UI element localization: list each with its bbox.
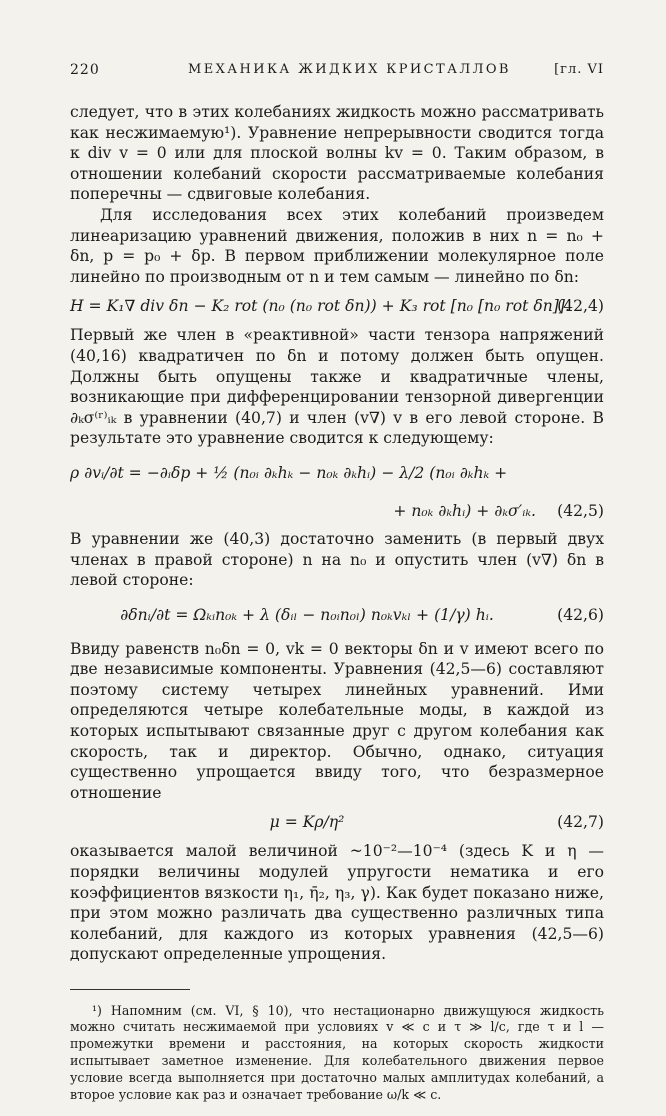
equation-42-7-expr: μ = Kρ/η² bbox=[269, 813, 345, 832]
page-number: 220 bbox=[70, 62, 100, 78]
equation-42-6 bbox=[70, 595, 604, 635]
paragraph-3: Первый же член в «реактивной» части тензора напряжений (40,16) квадратичен по δn и потому должен быть опущен. Должны быть опущены также и квадратичные члены, возникающие при дифференцировании тензорной дивергенции ∂ₖσ⁽ʳ⁾ᵢₖ в уравнении (40,7) и член (v∇) v в его левой стороне. В результате это уравнение сводится к следующему: bbox=[70, 326, 604, 448]
equation-42-6-number: (42,6) bbox=[557, 605, 604, 624]
equation-42-4 bbox=[70, 291, 604, 321]
equation-42-4-expr: H = K₁∇ div δn − K₂ rot (n₀ (n₀ rot δn)) + K₃ rot [n₀ [n₀ rot δn]]. bbox=[70, 297, 570, 316]
equation-42-5-expr-2: + n₀ₖ ∂ₖhᵢ) + ∂ₖσ′ᵢₖ. bbox=[393, 501, 536, 520]
footnote: ¹) Напомним (см. VI, § 10), что нестационарно движущуюся жидкость можно считать несжимаемой при условиях v ≪ c и τ ≫ l/c, где τ и l — промежутки времени и расстояния, на которых скорость жидкости испытывает заметное изменение. Для колебательного движения первое условие всегда выполняется при достаточно малых амплитудах колебаний, а второе условие как раз и означает требование ω/k ≪ c. bbox=[70, 1002, 604, 1102]
paragraph-1: следует, что в этих колебаниях жидкость можно рассматривать как несжимаемую¹). Уравнение непрерывности сводится тогда к div v = 0 или для плоской волны kv = 0. Таким образом, в отношении колебаний скорости рассматриваемые колебания поперечны — сдвиговые колебания. bbox=[70, 103, 604, 204]
equation-42-4-number: (42,4) bbox=[557, 297, 604, 316]
running-title: МЕХАНИКА ЖИДКИХ КРИСТАЛЛОВ bbox=[188, 62, 511, 77]
page-body bbox=[70, 102, 604, 965]
paragraph-5: Ввиду равенств n₀δn = 0, vk = 0 векторы δn и v имеют всего по две независимые компоненты. Уравнения (42,5—6) составляют поэтому систему четырех линейных уравнений. Ими определяются четыре колебательные моды, в каждой из которых испытывают связанные друг с другом колебания как скорость, так и директор. Обычно, однако, ситуация существенно упрощается ввиду того, что безразмерное отношение bbox=[70, 639, 604, 802]
paragraph-4: В уравнении же (40,3) достаточно заменить (в первый двух членах в правой стороне) n на n₀ и опустить член (v∇) δn в левой стороне: bbox=[70, 529, 604, 590]
footnote-divider bbox=[70, 989, 190, 990]
chapter-label: [гл. VI bbox=[554, 62, 604, 77]
equation-42-6-expr: ∂δnᵢ/∂t = Ωₖᵢn₀ₖ + λ (δᵢₗ − n₀ᵢn₀ₗ) n₀ₖvₖₗ + (1/γ) hᵢ. bbox=[120, 605, 494, 624]
page-header bbox=[70, 62, 604, 84]
equation-42-5-line-2 bbox=[70, 497, 604, 525]
paragraph-2: Для исследования всех этих колебаний произведем линеаризацию уравнений движения, положив в них n = n₀ + δn, p = p₀ + δp. В первом приближении молекулярное поле линейно по производным от n и тем самым — линейно по δn: bbox=[70, 205, 604, 286]
equation-42-5-expr-1: ρ ∂vᵢ/∂t = −∂ᵢδp + ½ (n₀ᵢ ∂ₖhₖ − n₀ₖ ∂ₖhᵢ) − λ/2 (n₀ᵢ ∂ₖhₖ + bbox=[70, 463, 508, 482]
equation-42-5-number: (42,5) bbox=[557, 501, 604, 520]
equation-42-5-line-1 bbox=[70, 453, 604, 493]
paragraph-6: оказывается малой величиной ~10⁻²—10⁻⁴ (здесь K и η — порядки величины модулей упругости нематика и его коэффициентов вязкости η₁, η̄₂, η₃, γ). Как будет показано ниже, при этом можно различать два существенно различных типа колебаний, для каждого из которых уравнения (42,5—6) допускают определенные упрощения. bbox=[70, 842, 604, 964]
equation-42-7 bbox=[70, 807, 604, 837]
equation-42-7-number: (42,7) bbox=[557, 813, 604, 832]
book-page bbox=[70, 62, 604, 1116]
